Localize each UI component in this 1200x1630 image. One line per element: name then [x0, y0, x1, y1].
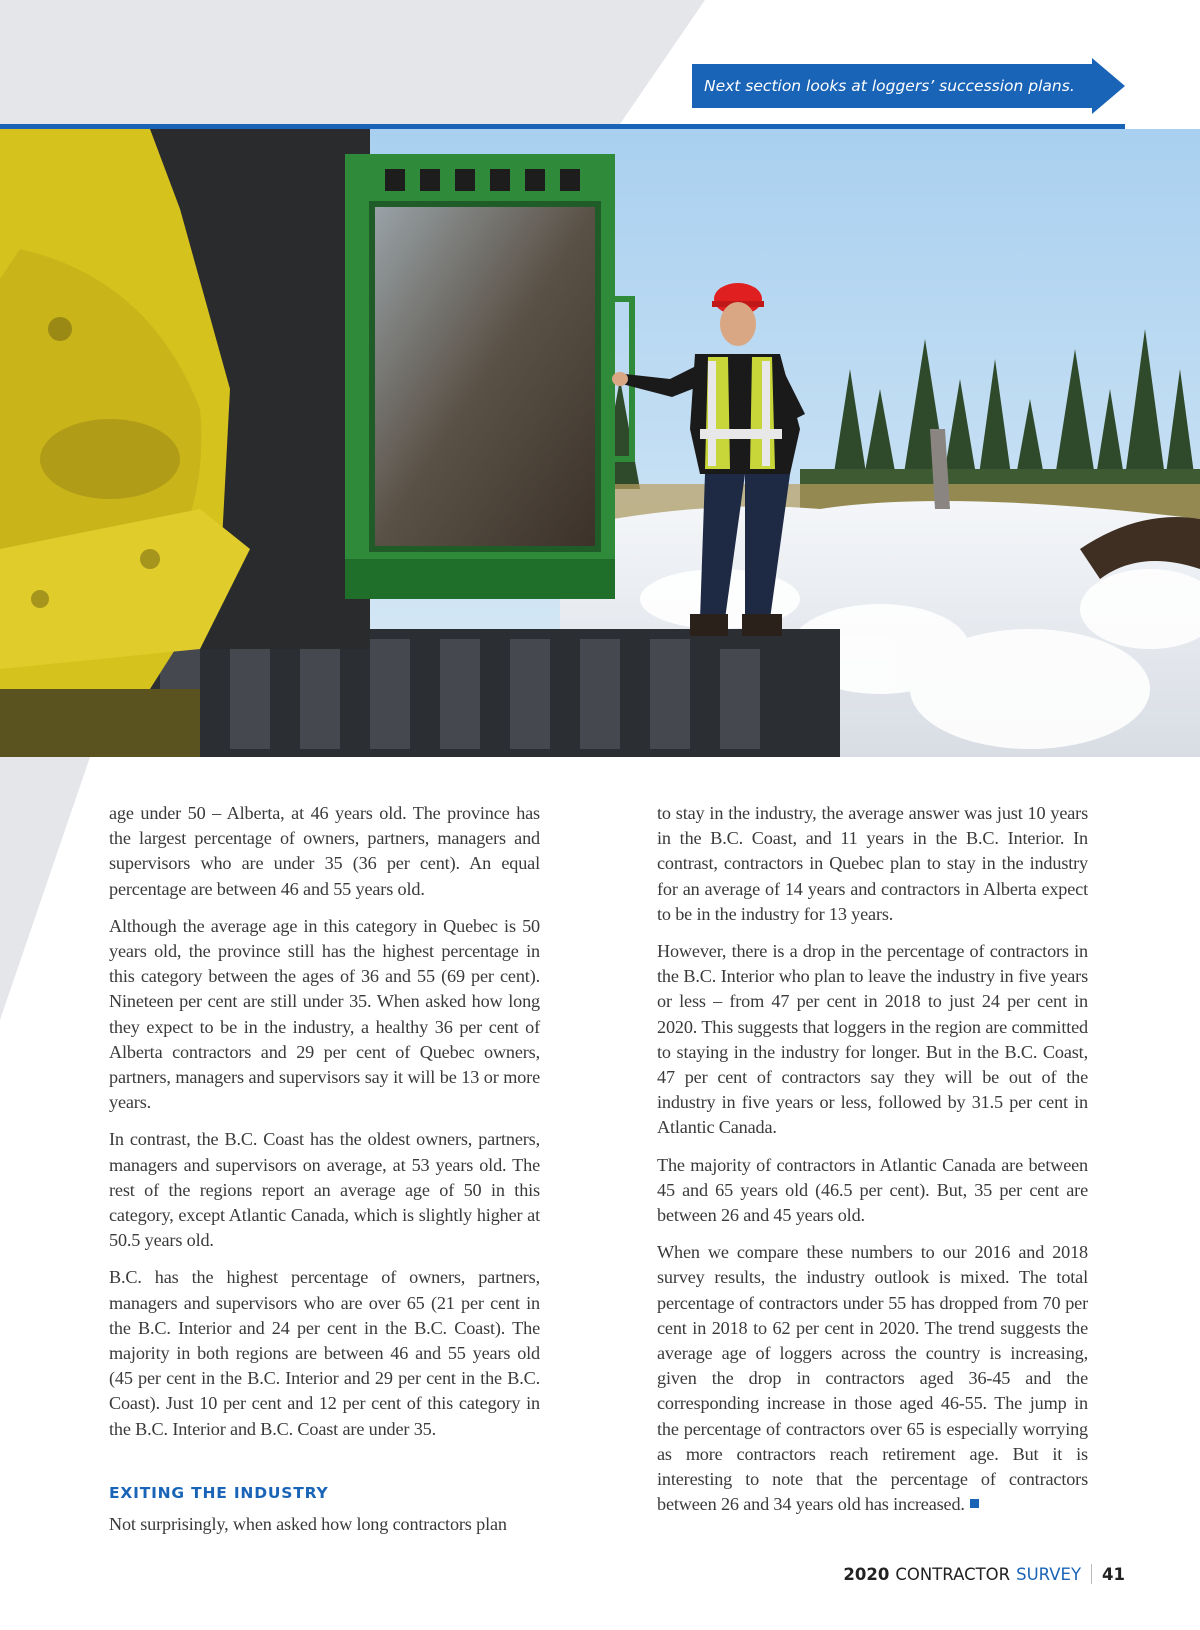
article-column-left [109, 801, 540, 1549]
photo-logger-with-machine [0, 129, 1200, 757]
paragraph: Not surprisingly, when asked how long contractors plan [109, 1513, 507, 1534]
footer-year: 2020 [843, 1564, 890, 1584]
end-of-article-mark [970, 1499, 979, 1508]
paragraph: B.C. has the highest percentage of owners, partners, managers and supervisors who are over 65 (21 per cent in the B.C. Interior and 24 per cent in the B.C. Coast). The majority in both regions are between 46 and 55 years old (45 per cent in the B.C. Interior and 29 per cent in the B.C. Coast). Just 10 per cent and 12 per cent of this category in the B.C. Interior and B.C. Coast are under 35. [109, 1267, 540, 1439]
footer-separator [1091, 1564, 1092, 1584]
paragraph-final-text: When we compare these numbers to our 2016 and 2018 survey results, the industry outlook is mixed. The total percentage of contractors under 55 has dropped from 70 per cent in 2018 to 62 per cent in 2020. The trend suggests the average age of loggers across the country is increasing, given the drop in contractors aged 36-45 and the corresponding increase in those aged 46-55. The jump in the percentage of contractors over 65 is especially worrying as more contractors reach retirement age. But it is interesting to note that the percentage of contractors between 26 and 34 years old has increased. [657, 1242, 1088, 1515]
next-section-banner [692, 58, 1125, 114]
paragraph: age under 50 – Alberta, at 46 years old. The province has the largest percentage of owners, partners, managers and supervisors who are under 35 (36 per cent). An equal percentage are between 46 and 55 years old. [109, 803, 540, 899]
section-heading: EXITING THE INDUSTRY [109, 1483, 329, 1502]
article-column-right [657, 801, 1088, 1529]
paragraph: However, there is a drop in the percentage of contractors in the B.C. Interior who plan to leave the industry in five years or less – from 47 per cent in 2018 to just 24 per cent in 2020. This suggests that loggers in the region are committed to staying in the industry for longer. But in the B.C. Coast, 47 per cent of contractors say they will be out of the industry in five years or less, followed by 31.5 per cent in Atlantic Canada. [657, 941, 1088, 1138]
paragraph-final [657, 1240, 1088, 1517]
page-number: 41 [1102, 1564, 1125, 1584]
page-footer [843, 1562, 1125, 1586]
paragraph: The majority of contractors in Atlantic Canada are between 45 and 65 years old (46.5 per cent). But, 35 per cent are between 26 and 45 years old. [657, 1154, 1088, 1226]
paragraph: In contrast, the B.C. Coast has the oldest owners, partners, managers and supervisors on average, at 53 years old. The rest of the regions report an average age of 50 in this category, except Atlantic Canada, which is slightly higher at 50.5 years old. [109, 1129, 540, 1251]
banner-text: Next section looks at loggers’ succession plans. [704, 77, 1075, 95]
paragraph: Although the average age in this category in Quebec is 50 years old, the province still has the highest percentage in this category between the ages of 36 and 55 (69 per cent). Nineteen per cent are still under 35. When asked how long they expect to be in the industry, a healthy 36 per cent of Alberta contractors and 29 per cent of Quebec owners, partners, managers and supervisors say it will be 13 or more years. [109, 915, 540, 1113]
footer-title: CONTRACTOR [895, 1564, 1011, 1584]
footer-title-accent: SURVEY [1016, 1564, 1082, 1584]
paragraph: to stay in the industry, the average answer was just 10 years in the B.C. Coast, and 11 years in the B.C. Interior. In contrast, contractors in Quebec plan to stay in the industry for an average of 14 years and contractors in Alberta expect to be in the industry for 13 years. [657, 803, 1088, 924]
